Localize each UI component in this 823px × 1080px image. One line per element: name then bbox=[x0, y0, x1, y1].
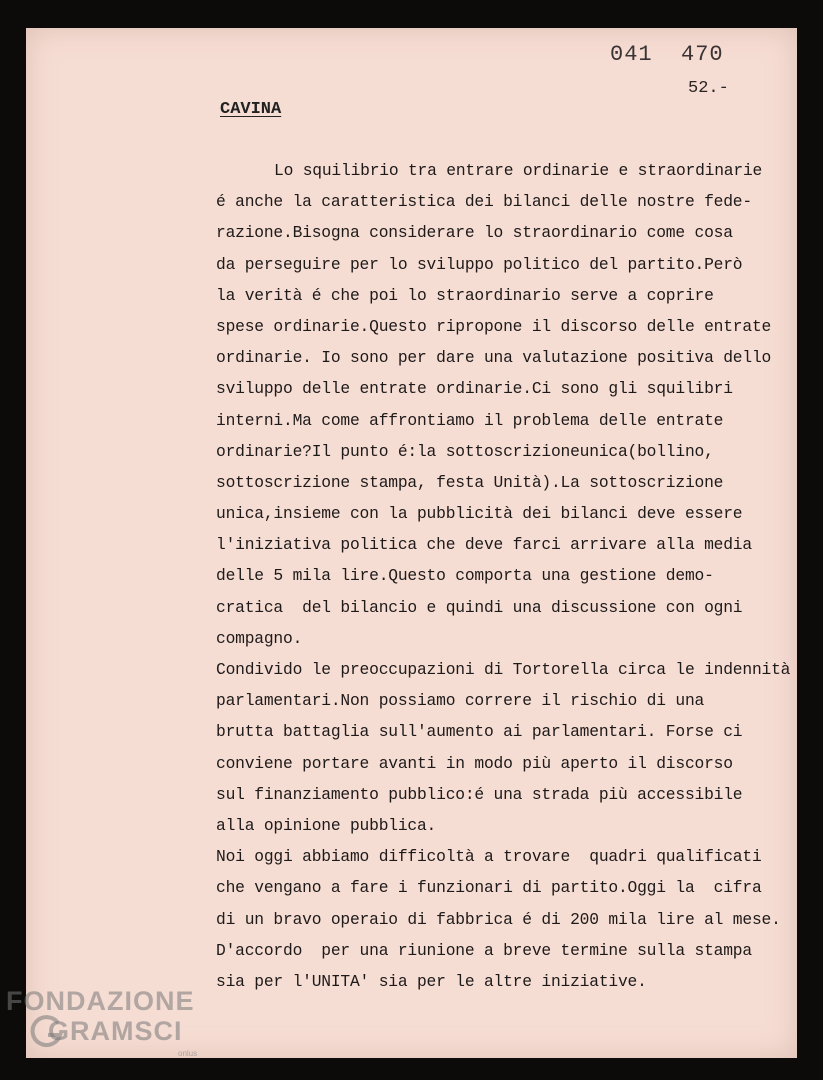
text-line: cratica del bilancio e quindi una discussione con ogni bbox=[216, 597, 743, 617]
text-line: spese ordinarie.Questo ripropone il discorso delle entrate bbox=[216, 316, 772, 336]
text-line: sul finanziamento pubblico:é una strada più accessibile bbox=[216, 784, 743, 804]
watermark-line-3: onlus bbox=[178, 1049, 198, 1058]
text-line: Lo squilibrio tra entrare ordinarie e straordinarie bbox=[274, 161, 763, 180]
text-line: razione.Bisogna considerare lo straordinario come cosa bbox=[216, 223, 733, 243]
text-line: Condivido le preoccupazioni di Tortorella circa le indennità bbox=[216, 660, 791, 679]
text-line: da perseguire per lo sviluppo politico del partito.Però bbox=[216, 254, 743, 274]
watermark-g-icon bbox=[28, 1013, 64, 1049]
speaker-title: CAVINA bbox=[220, 100, 282, 119]
text-line: compagno. bbox=[216, 628, 303, 648]
text-line: interni.Ma come affrontiamo il problema delle entrate bbox=[216, 410, 724, 430]
typed-text-body bbox=[216, 155, 790, 997]
text-line: di un bravo operaio di fabbrica é di 200 mila lire al mese. bbox=[216, 909, 781, 929]
watermark-logo bbox=[6, 986, 198, 1058]
text-line: unica,insieme con la pubblicità dei bilanci deve essere bbox=[216, 504, 743, 524]
text-line: delle 5 mila lire.Questo comporta una gestione demo- bbox=[216, 566, 714, 586]
page-number: 52.- bbox=[688, 79, 729, 98]
text-line: sottoscrizione stampa, festa Unità).La sottoscrizione bbox=[216, 472, 724, 492]
text-line: brutta battaglia sull'aumento ai parlamentari. Forse ci bbox=[216, 722, 743, 742]
text-line: é anche la caratteristica dei bilanci delle nostre fede- bbox=[216, 192, 752, 212]
text-line: D'accordo per una riunione a breve termine sulla stampa bbox=[216, 940, 752, 960]
text-line: sia per l'UNITA' sia per le altre iniziative. bbox=[216, 971, 647, 991]
text-line: parlamentari.Non possiamo correre il rischio di una bbox=[216, 691, 705, 711]
watermark-line-2: GRAMSCI bbox=[48, 1016, 183, 1046]
text-line: conviene portare avanti in modo più aperto il discorso bbox=[216, 753, 733, 773]
watermark-line-1: FONDAZIONE bbox=[6, 986, 195, 1016]
text-line: sviluppo delle entrate ordinarie.Ci sono gli squilibri bbox=[216, 379, 733, 399]
text-line: alla opinione pubblica. bbox=[216, 815, 437, 835]
text-line: ordinarie. Io sono per dare una valutazione positiva dello bbox=[216, 348, 772, 368]
text-line: che vengano a fare i funzionari di partito.Oggi la cifra bbox=[216, 878, 762, 898]
text-line: ordinarie?Il punto é:la sottoscrizioneunica(bollino, bbox=[216, 441, 714, 461]
text-line: la verità é che poi lo straordinario serve a coprire bbox=[216, 285, 714, 305]
document-number: 041 470 bbox=[610, 42, 724, 67]
text-line: Noi oggi abbiamo difficoltà a trovare quadri qualificati bbox=[216, 847, 762, 867]
text-line: l'iniziativa politica che deve farci arrivare alla media bbox=[216, 535, 752, 555]
